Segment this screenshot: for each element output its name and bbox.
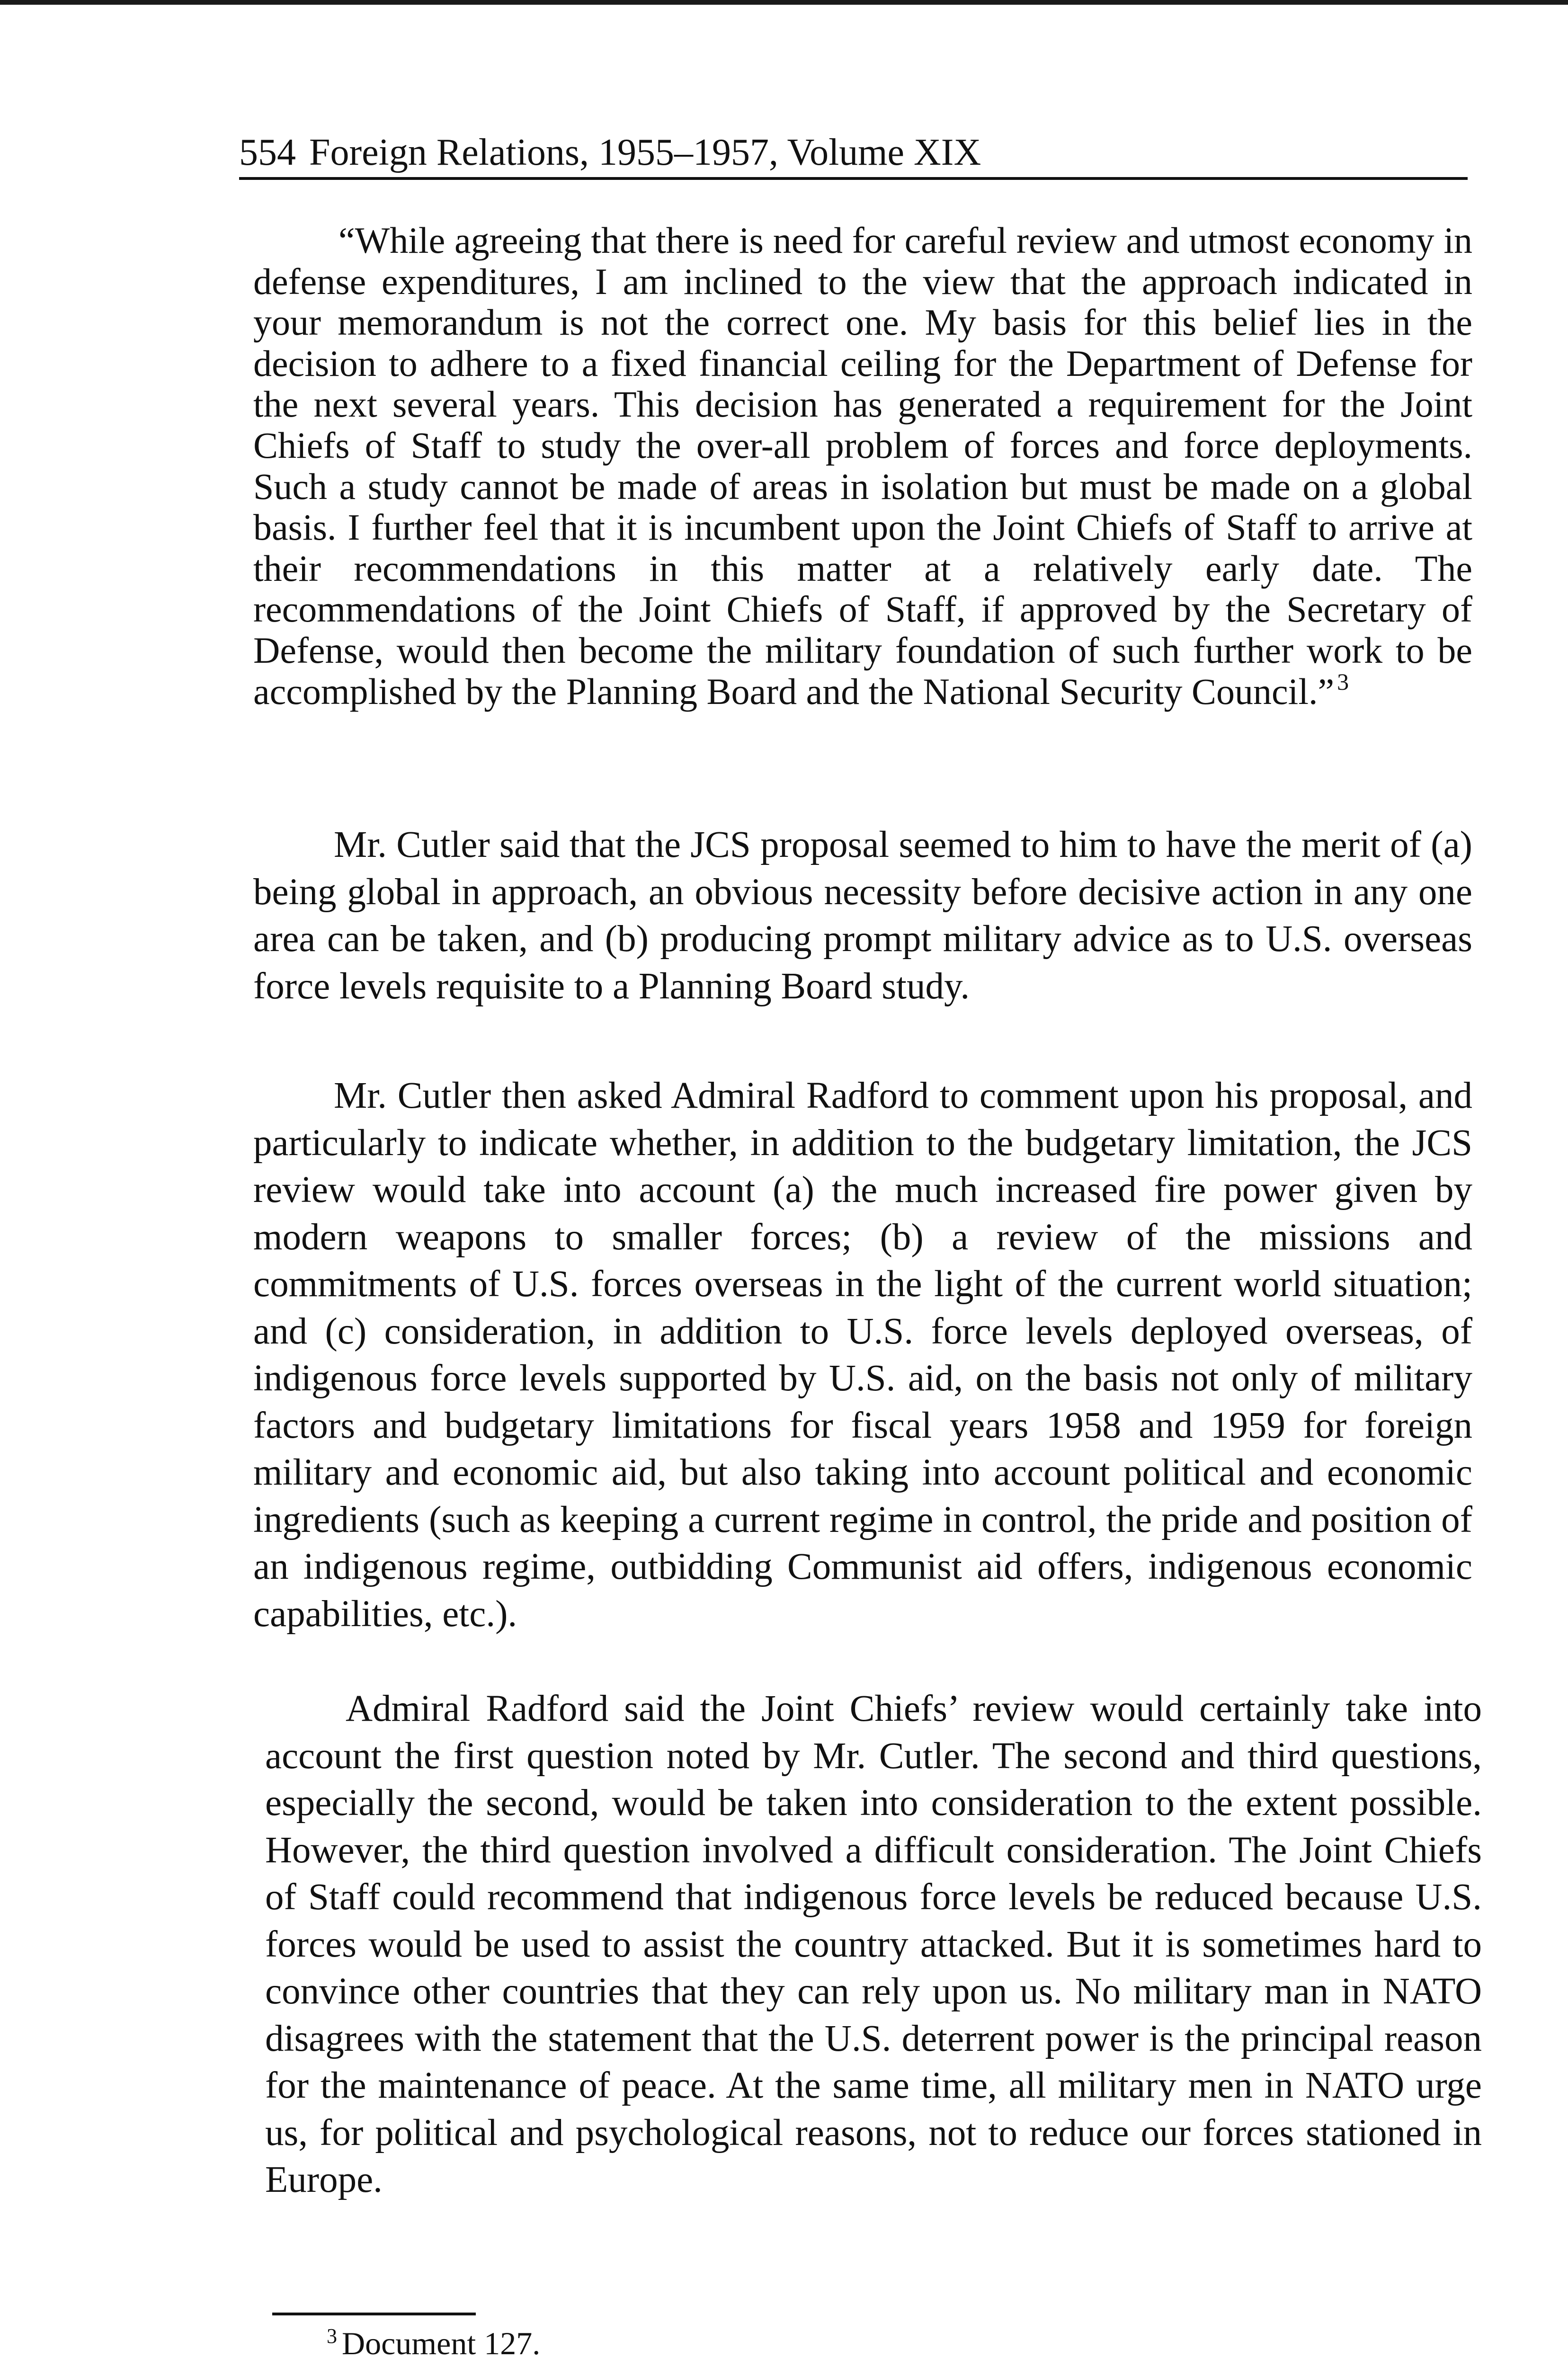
- body-paragraph: Mr. Cutler then asked Admiral Radford to comment upon his proposal, and particularly to indicate whether, in addition to the budgetary limitation, the JCS review would take into account (a) the much increased fire power given by modern weapons to smaller forces; (b) a review of the missions and commitments of U.S. forces overseas in the light of the current world situation; and (c) consideration, in addition to U.S. force levels deployed overseas, of indigenous force levels supported by U.S. aid, on the basis not only of military factors and budgetary limitations for fiscal years 1958 and 1959 for foreign military and economic aid, but also taking into account political and economic ingredients (such as keeping a current regime in control, the pride and position of an indigenous regime, outbidding Communist aid offers, indigenous economic capabilities, etc.).: [253, 1075, 1472, 1635]
- running-header: [239, 129, 1468, 180]
- page-number: 554: [239, 132, 296, 173]
- footnote-marker: 3: [327, 2324, 337, 2348]
- footnote: [327, 2322, 540, 2365]
- quoted-memorandum: [253, 220, 1472, 712]
- body-paragraph: Admiral Radford said the Joint Chiefs’ review would certainly take into account the first question noted by Mr. Cutler. The second and third questions, especially the second, would be taken into consideration to the extent possible. However, the third question involved a difficult consideration. The Joint Chiefs of Staff could recommend that indigenous force levels be reduced because U.S. forces would be used to assist the country attacked. But it is sometimes hard to convince other countries that they can rely upon us. No military man in NATO disagrees with the statement that the U.S. deterrent power is the principal reason for the maintenance of peace. At the same time, all military men in NATO urge us, for political and psychological reasons, not to reduce our forces stationed in Europe.: [265, 1688, 1482, 2200]
- scan-top-edge: [0, 0, 1568, 5]
- quote-text: “While agreeing that there is need for careful review and utmost economy in defense expenditures, I am inclined to the view that the approach indicated in your memorandum is not the correct one. My basis for this belief lies in the decision to adhere to a fixed financial ceiling for the Department of Defense for the next several years. This decision has generated a requirement for the Joint Chiefs of Staff to study the over-all problem of forces and force deployments. Such a study cannot be made of areas in isolation but must be made on a global basis. I further feel that it is incumbent upon the Joint Chiefs of Staff to arrive at their recommendations in this matter at a relatively early date. The recommendations of the Joint Chiefs of Staff, if approved by the Secretary of Defense, would then become the military foundation of such further work to be accomplished by the Planning Board and the National Security Council.”: [253, 220, 1472, 712]
- running-title: Foreign Relations, 1955–1957, Volume XIX: [309, 132, 981, 173]
- body-paragraph: Mr. Cutler said that the JCS proposal seemed to him to have the merit of (a) being global in approach, an obvious necessity before decisive action in any one area can be taken, and (b) producing prompt military advice as to U.S. overseas force levels requisite to a Planning Board study.: [253, 824, 1472, 1007]
- footnote-reference: 3: [1337, 668, 1349, 695]
- footnote-separator: [272, 2313, 476, 2315]
- footnote-text: Document 127.: [342, 2325, 541, 2361]
